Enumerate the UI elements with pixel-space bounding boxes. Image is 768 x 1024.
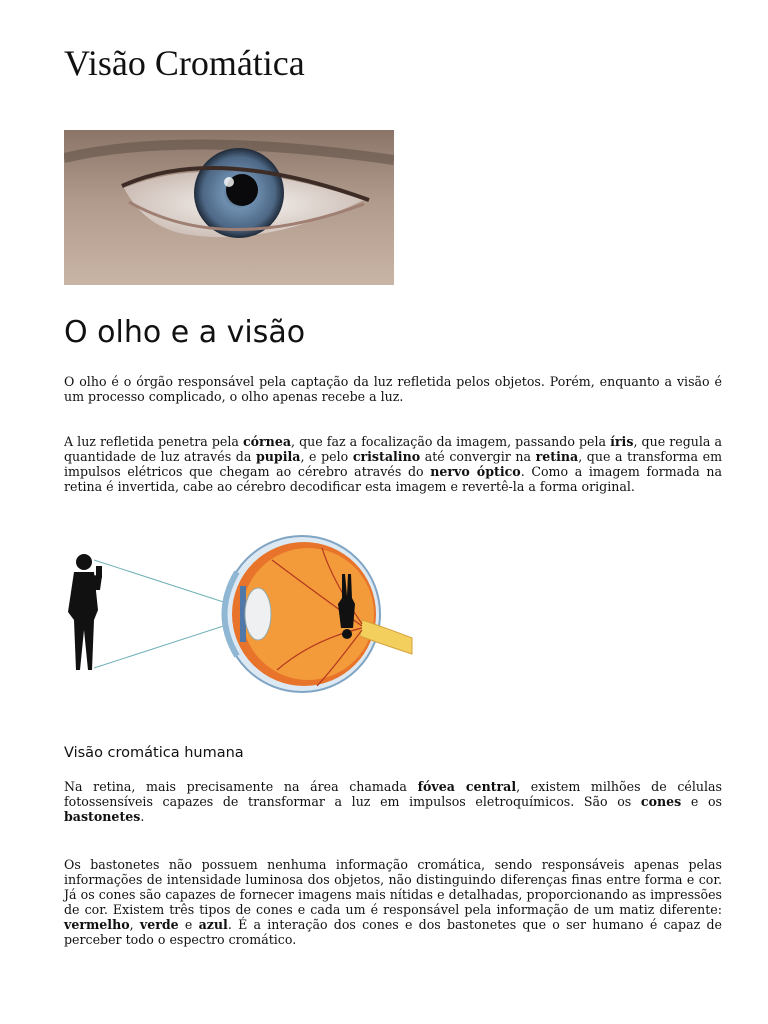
eye-closeup-photo bbox=[64, 130, 394, 285]
term-cornea: córnea bbox=[242, 434, 292, 449]
term-fovea-central: fóvea central bbox=[417, 779, 517, 794]
eye-photo-svg bbox=[64, 130, 394, 285]
term-bastonetes: bastonetes bbox=[64, 809, 141, 824]
subsection-heading: Visão cromática humana bbox=[64, 745, 244, 761]
term-cristalino: cristalino bbox=[352, 449, 421, 464]
eye-anatomy-diagram bbox=[62, 520, 417, 715]
section-heading: O olho e a visão bbox=[64, 315, 306, 350]
eye-diagram-svg bbox=[62, 520, 417, 715]
term-pupila: pupila bbox=[255, 449, 301, 464]
paragraph-2: A luz refletida penetra pela córnea, que faz a focalização da imagem, passando pela íris, que regula a quantidade de luz através da pupila, e pelo cristalino até convergir na retina, que a transforma em impulsos elétricos que chegam ao cérebro através do nervo óptico. Como a imagem formada na retina é invertida, cabe ao cérebro decodificar esta imagem e revertê-la a forma original. bbox=[64, 434, 723, 494]
paragraph-1: O olho é o órgão responsável pela captação da luz refletida pelos objetos. Porém, enquanto a visão é um processo complicado, o olho apenas recebe a luz. bbox=[64, 374, 722, 404]
paragraph-4: Os bastonetes não possuem nenhuma informação cromática, sendo responsáveis apenas pelas informações de intensidade luminosa dos objetos, não distinguindo diferenças finas entre forma e cor. Já os cones são capazes de fornecer imagens mais nítidas e detalhadas, proporcionando as impressões de cor. Existem três tipos de cones e cada um é responsável pela informação de um matiz diferente: vermelho, verde e azul. É a interação dos cones e dos bastonetes que o ser humano é capaz de perceber todo o espectro cromático. bbox=[64, 857, 722, 947]
document-title: Visão Cromática bbox=[64, 43, 305, 83]
term-verde: verde bbox=[139, 917, 179, 932]
paragraph-3: Na retina, mais precisamente na área chamada fóvea central, existem milhões de células fotossensíveis capazes de transformar a luz em impulsos eletroquímicos. São os cones e os bastonetes. bbox=[64, 779, 722, 824]
term-nervo-optico: nervo óptico bbox=[430, 464, 521, 479]
term-iris: íris bbox=[610, 434, 634, 449]
term-azul: azul bbox=[198, 917, 228, 932]
term-cones: cones bbox=[640, 794, 682, 809]
term-vermelho: vermelho bbox=[64, 917, 130, 932]
term-retina: retina bbox=[535, 449, 579, 464]
